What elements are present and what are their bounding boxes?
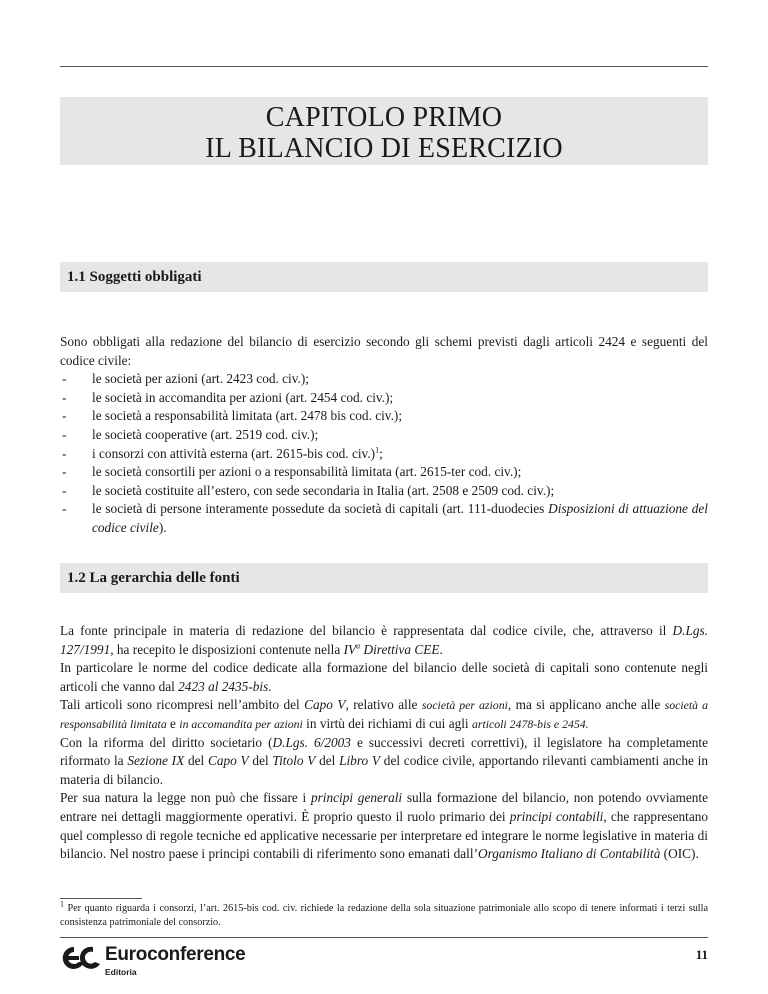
section-1-1-body [60,333,708,538]
section-1-1-intro: Sono obbligati alla redazione del bilancio di esercizio secondo gli schemi previsti dagli articoli 2424 e seguenti del codice civile: [60,334,708,368]
logo-name: Euroconference [105,944,246,965]
list-item: - le società cooperative (art. 2519 cod. civ.); [60,426,708,445]
euroconference-logo-icon [60,944,102,972]
page-number: 11 [695,947,708,962]
list-item: - le società a responsabilità limitata (art. 2478 bis cod. civ.); [60,407,708,426]
footnote-number: 1 [60,899,64,909]
list-dash: - [62,445,67,461]
paragraph: Con la riforma del diritto societario (D.Lgs. 6/2003 e successivi decreti correttivi), il legislatore ha completamente riformato la Sezione IX del Capo V del Titolo V del Libro V del codice civile, apportando rilevanti cambiamenti anche in materia di bilancio. [60,734,708,787]
paragraph: La fonte principale in materia di redazione del bilancio è rappresentata dal codice civile, che, attraverso il D.Lgs. 127/1991, ha recepito le disposizioni contenute nella $IV^a$ Direttiva CEE. [60,623,708,657]
footnote-ref[interactable]: 1 [375,445,380,455]
list-dash: - [62,408,67,424]
logo-subtitle: Editoria [105,967,137,977]
list-dash: - [62,501,67,517]
footer-rule [60,937,708,938]
obligated-subjects-list [60,370,708,537]
list-item: - le società di persone interamente possedute da società di capitali (art. 111-duodecies Disposizioni di attuazione del codice civile). [60,500,708,537]
list-dash: - [62,464,67,480]
section-1-2-body [60,622,708,864]
chapter-number: CAPITOLO PRIMO [265,102,503,133]
list-item: - le società in accomandita per azioni (art. 2454 cod. civ.); [60,389,708,408]
list-dash: - [62,482,67,498]
paragraph: In particolare le norme del codice dedicate alla formazione del bilancio delle società di capitali sono contenute negli articoli che vanno dal 2423 al 2435-bis. [60,660,708,694]
chapter-title: IL BILANCIO DI ESERCIZIO [205,133,563,164]
list-item: - le società consortili per azioni o a responsabilità limitata (art. 2615-ter cod. civ.); [60,463,708,482]
footnote-rule [60,898,142,899]
list-item: - le società costituite all’estero, con sede secondaria in Italia (art. 2508 e 2509 cod. civ.); [60,482,708,501]
footnote [60,899,708,930]
paragraph: Per sua natura la legge non può che fissare i principi generali sulla formazione del bilancio, non potendo ovviamente entrare nei dettagli maggiormente operativi. È proprio questo il ruolo primario dei principi contabili, che rappresentano quel complesso di regole tecniche ed applicative necessarie per interpretare ed integrare le norme legislative in materia di bilancio. Nel nostro paese i principi contabili di riferimento sono emanati dall’Organismo Italiano di Contabilità (OIC). [60,790,709,862]
list-dash: - [62,371,67,387]
list-dash: - [62,426,67,442]
section-heading-1-1: 1.1 Soggetti obbligati [60,262,708,292]
chapter-title-box [60,97,708,165]
list-item: - le società per azioni (art. 2423 cod. civ.); [60,370,708,389]
section-heading-1-2: 1.2 La gerarchia delle fonti [60,563,708,593]
paragraph: Tali articoli sono ricompresi nell’ambito del Capo V, relativo alle società per azioni, ma si applicano anche alle società a responsabilità limitata e in accomandita per azioni in virtù dei richiami di cui agli articoli 2478-bis e 2454. [60,697,708,731]
footnote-text: Per quanto riguarda i consorzi, l’art. 2615-bis cod. civ. richiede la redazione della sola situazione patrimoniale allo scopo di tenere informati i terzi sulla consistenza patrimoniale del consorzio. [60,903,708,928]
header-rule [60,66,708,67]
list-dash: - [62,389,67,405]
list-item: - i consorzi con attività esterna (art. 2615-bis cod. civ.)$^1$; [60,445,708,464]
